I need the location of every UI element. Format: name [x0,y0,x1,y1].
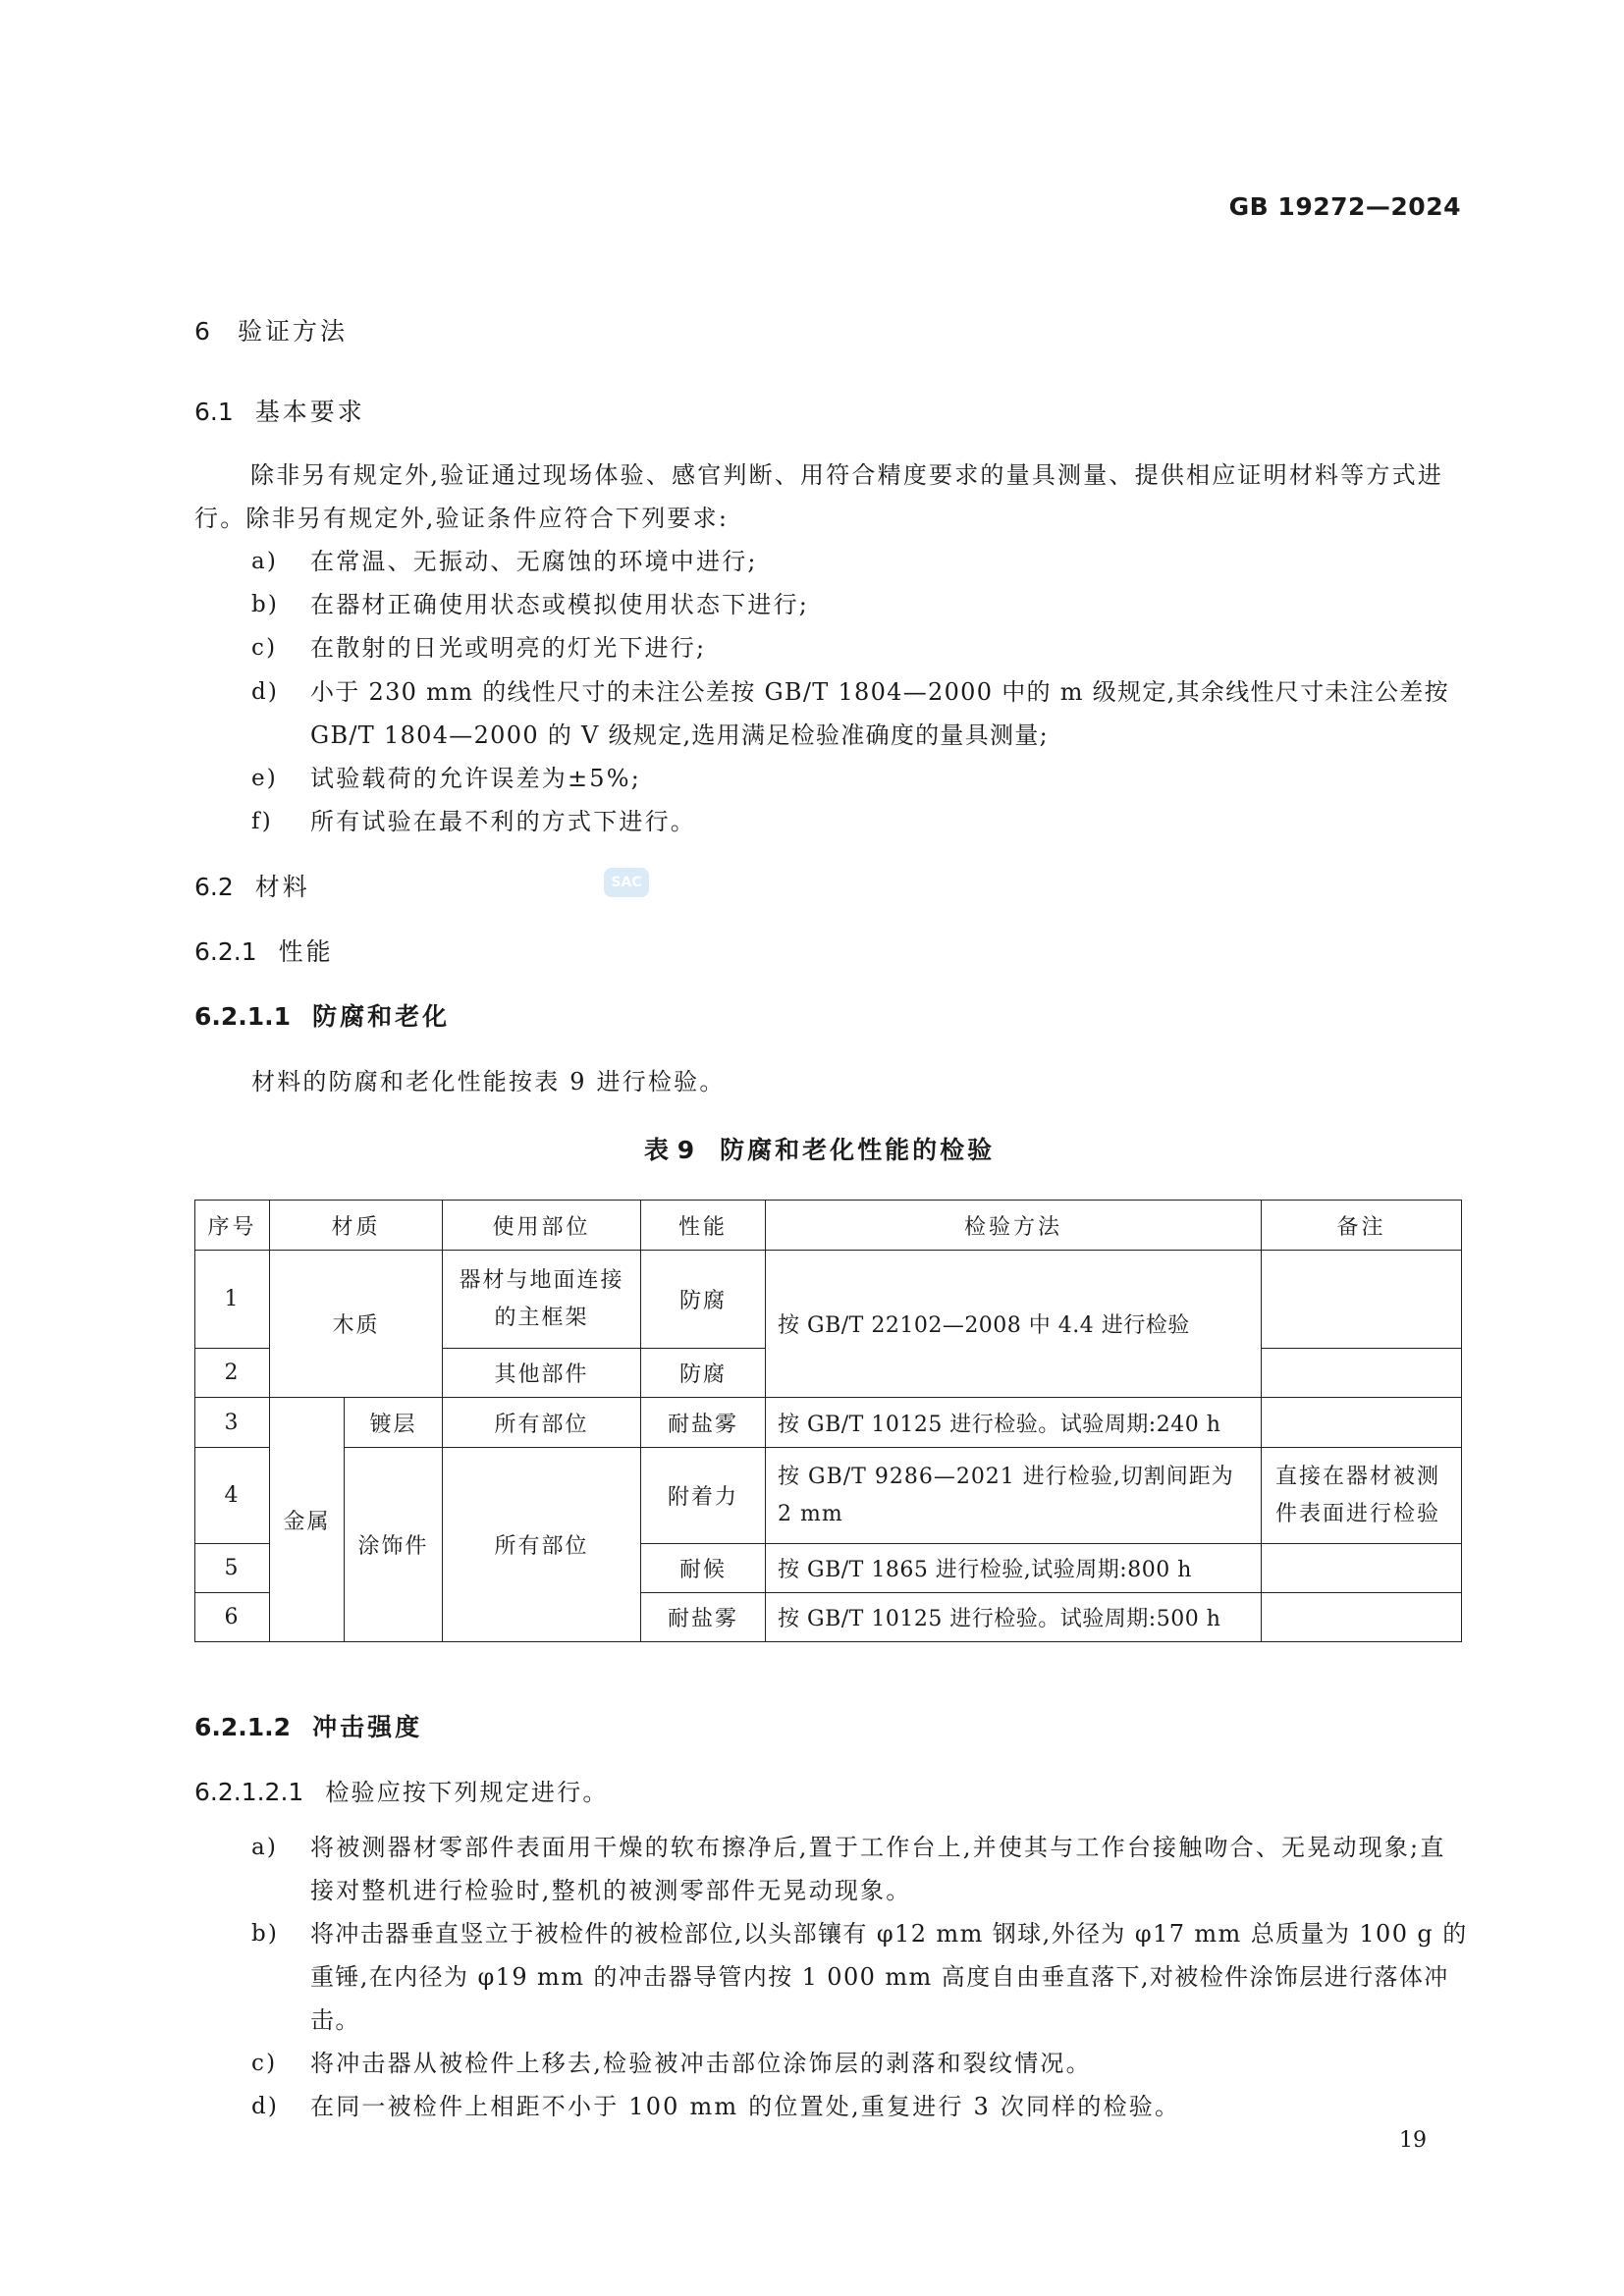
section-number: 6.2.1.2 [194,1713,292,1741]
section-6-2-heading [194,868,310,903]
list-marker: a) [251,1835,279,1860]
cell-note: 直接在器材被测件表面进行检验 [1262,1448,1462,1544]
section-6-2-1-2-heading [194,1708,422,1743]
cell-method: 按 GB/T 10125 进行检验。试验周期:240 h [766,1398,1262,1448]
col-header-note: 备注 [1262,1201,1462,1251]
section-6-2-1-1-heading [194,997,450,1033]
cell-no: 5 [195,1544,270,1593]
section-title: 材料 [254,873,310,901]
list-marker: c) [251,2051,278,2076]
section-6-2-1-1-paragraph: 材料的防腐和老化性能按表 9 进行检验。 [251,1068,726,1095]
cell-property: 耐盐雾 [641,1398,766,1448]
list-item-text: 小于 230 mm 的线性尺寸的未注公差按 GB/T 1804—2000 中的 m 级规定,其余线性尺寸未注公差按 GB/T 1804—2000 的 V 级规定,选用满足检验准确度的量具测量; [310,678,1449,749]
section-6-heading [194,312,348,347]
cell-note [1262,1349,1462,1398]
cell-material-wood: 木质 [270,1251,443,1398]
cell-part: 所有部位 [443,1448,641,1642]
table-row [195,1251,1462,1349]
list-marker: e) [251,766,278,791]
col-header-material: 材质 [270,1201,443,1251]
cell-note [1262,1593,1462,1642]
section-title: 基本要求 [254,398,365,426]
cell-no: 4 [195,1448,270,1544]
list-item-text: 将冲击器垂直竖立于被检件的被检部位,以头部镶有 φ12 mm 钢球,外径为 φ17 mm 总质量为 100 g 的重锤,在内径为 φ19 mm 的冲击器导管内按 1 000 mm 高度自由垂直落下,对被检件涂饰层进行落体冲击。 [310,1920,1468,2034]
list-item-text: 在常温、无振动、无腐蚀的环境中进行; [310,548,758,575]
section-6-2-1-2-1-heading [194,1773,609,1807]
cell-note [1262,1251,1462,1349]
section-6-2-1-heading [194,933,334,968]
standard-code: GB 19272—2024 [1228,192,1461,221]
col-header-method: 检验方法 [766,1201,1262,1251]
list-item-text: 所有试验在最不利的方式下进行。 [310,808,696,835]
cell-method: 按 GB/T 1865 进行检验,试验周期:800 h [766,1544,1262,1593]
section-title: 性能 [278,937,334,966]
list-marker: d) [251,679,280,705]
cell-material-metal: 金属 [270,1398,345,1642]
section-6-1-paragraph: 除非另有规定外,验证通过现场体验、感官判断、用符合精度要求的量具测量、提供相应证明材料等方式进行。除非另有规定外,验证条件应符合下列要求: [194,461,1444,532]
section-number: 6.2 [194,873,234,901]
cell-finish-plating: 镀层 [345,1398,443,1448]
table-9-corrosion-aging [194,1200,1462,1642]
cell-note [1262,1398,1462,1448]
table-row [195,1448,1462,1544]
cell-part: 其他部件 [443,1349,641,1398]
table-number: 表 9 [644,1136,695,1164]
cell-property: 耐盐雾 [641,1593,766,1642]
list-marker: d) [251,2094,280,2119]
cell-property: 防腐 [641,1349,766,1398]
page-number: 19 [1399,2128,1427,2153]
list-item-text: 在散射的日光或明亮的灯光下进行; [310,634,707,662]
table-caption: 防腐和老化性能的检验 [720,1136,996,1164]
cell-part: 所有部位 [443,1398,641,1448]
cell-property: 防腐 [641,1251,766,1349]
cell-property: 耐候 [641,1544,766,1593]
list-item-text: 将被测器材零部件表面用干燥的软布擦净后,置于工作台上,并使其与工作台接触吻合、无晃动现象;直接对整机进行检验时,整机的被测零部件无晃动现象。 [310,1834,1446,1904]
section-6-1-heading [194,393,365,428]
cell-method: 按 GB/T 10125 进行检验。试验周期:500 h [766,1593,1262,1642]
section-number: 6.2.1.1 [194,1002,292,1031]
list-marker: f) [251,809,273,834]
list-item-text: 将冲击器从被检件上移去,检验被冲击部位涂饰层的剥落和裂纹情况。 [310,2050,1092,2077]
col-header-property: 性能 [641,1201,766,1251]
section-number: 6 [194,317,210,346]
section-number: 6.1 [194,398,234,426]
cell-no: 1 [195,1251,270,1349]
section-number: 6.2.1.2.1 [194,1778,304,1806]
col-header-part: 使用部位 [443,1201,641,1251]
sac-watermark-logo: SAC [604,868,649,897]
table-title [644,1131,995,1166]
cell-no: 2 [195,1349,270,1398]
list-marker: c) [251,635,278,661]
cell-method: 按 GB/T 9286—2021 进行检验,切割间距为 2 mm [766,1448,1262,1544]
list-marker: b) [251,592,280,617]
col-header-no: 序号 [195,1201,270,1251]
table-header-row [195,1201,1462,1251]
list-marker: a) [251,549,279,574]
table-row [195,1398,1462,1448]
section-number: 6.2.1 [194,937,257,966]
cell-note [1262,1544,1462,1593]
list-item-text: 试验载荷的允许误差为±5%; [310,765,642,792]
list-marker: b) [251,1921,280,1947]
cell-finish-coating: 涂饰件 [345,1448,443,1642]
cell-no: 6 [195,1593,270,1642]
section-title: 防腐和老化 [312,1002,451,1031]
cell-no: 3 [195,1398,270,1448]
list-item-text: 在同一被检件上相距不小于 100 mm 的位置处,重复进行 3 次同样的检验。 [310,2093,1181,2120]
cell-method: 按 GB/T 22102—2008 中 4.4 进行检验 [766,1251,1262,1398]
list-item-text: 在器材正确使用状态或模拟使用状态下进行; [310,591,810,618]
cell-property: 附着力 [641,1448,766,1544]
cell-part: 器材与地面连接的主框架 [443,1251,641,1349]
section-title: 验证方法 [238,317,349,346]
section-title: 检验应按下列规定进行。 [325,1779,609,1806]
section-title: 冲击强度 [312,1713,423,1741]
